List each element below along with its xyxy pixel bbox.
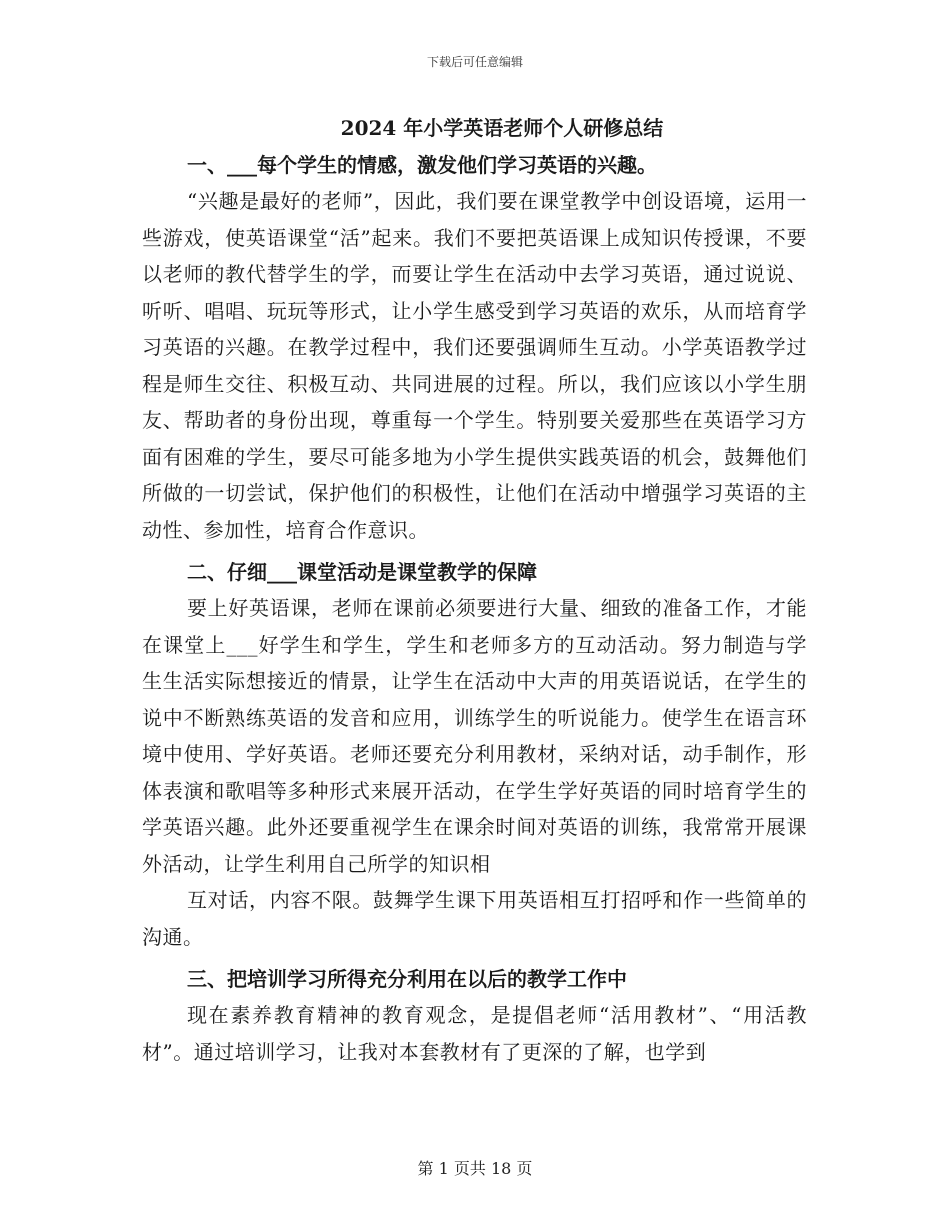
section-2-paragraph-1: 要上好英语课，老师在课前必须要进行大量、细致的准备工作，才能在课堂上___好学生和学生，学生和老师多方的互动活动。努力制造与学生生活实际想接近的情景，让学生在活动中大声的用英语说话，在学生的说中不断熟练英语的发音和应用，训练学生的听说能力。使学生在语言环境中使用、学好英语。老师还要充分利用教材，采纳对话，动手制作，形体表演和歌唱等多种形式来展开活动，在学生学好英语的同时培育学生的学英语兴趣。此外还要重视学生在课余时间对英语的训练，我常常开展课外活动，让学生利用自己所学的知识相	[142, 596, 807, 876]
section-3-paragraph-1: 现在素养教育精神的教育观念，是提倡老师“活用教材”、“用活教材”。通过培训学习，让我对本套教材有了更深的了解，也学到	[142, 1003, 807, 1064]
document-title: 2024 年小学英语老师个人研修总结	[340, 116, 664, 140]
section-1-heading: 一、___每个学生的情感，激发他们学习英语的兴趣。	[187, 153, 657, 177]
section-2-heading: 二、仔细___课堂活动是课堂教学的保障	[187, 560, 537, 584]
section-3-heading: 三、把培训学习所得充分利用在以后的教学工作中	[187, 967, 627, 991]
document-body	[142, 113, 807, 1070]
section-1-paragraph-1: “兴趣是最好的老师”，因此，我们要在课堂教学中创设语境，运用一些游戏，使英语课堂“活”起来。我们不要把英语课上成知识传授课，不要以老师的教代替学生的学，而要让学生在活动中去学习英语，通过说说、听听、唱唱、玩玩等形式，让小学生感受到学习英语的欢乐，从而培育学习英语的兴趣。在教学过程中，我们还要强调师生互动。小学英语教学过程是师生交往、积极互动、共同进展的过程。所以，我们应该以小学生朋友、帮助者的身份出现，尊重每一个学生。特别要关爱那些在英语学习方面有困难的学生，要尽可能多地为小学生提供实践英语的机会，鼓舞他们所做的一切尝试，保护他们的积极性，让他们在活动中增强学习英语的主动性、参加性，培育合作意识。	[142, 189, 807, 542]
page-footer: 第 1 页共 18 页	[417, 1159, 533, 1178]
section-2-paragraph-2: 互对话，内容不限。鼓舞学生课下用英语相互打招呼和作一些简单的沟通。	[142, 888, 807, 949]
header-note: 下载后可任意编辑	[426, 55, 523, 69]
